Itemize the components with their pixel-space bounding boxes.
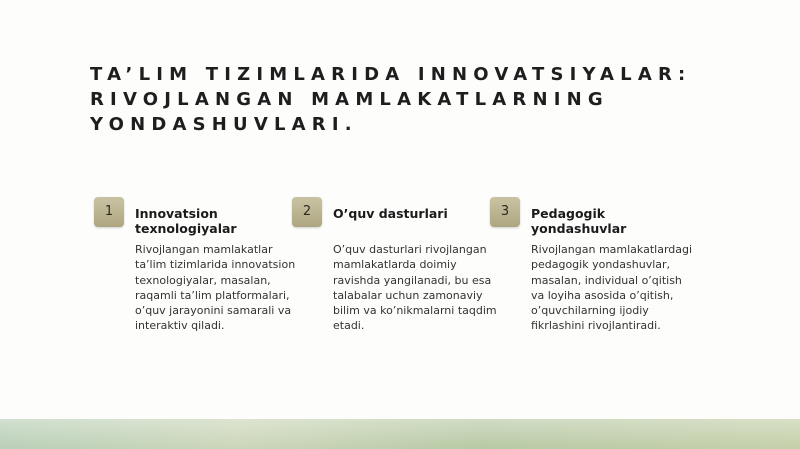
footer-decor-band (0, 419, 800, 449)
number-badge-3: 3 (490, 197, 520, 227)
column-title-1: Innovatsion texnologiyalar (135, 206, 237, 236)
column-text-2: O’quv dasturlari rivojlangan mamlakatlarda doimiy ravishda yangilanadi, bu esa talabalar uchun zamonaviy bilim va ko’nikmalarni taqdim etadi. (333, 243, 497, 333)
number-badge-1: 1 (94, 197, 124, 227)
slide-title: TA’LIM TIZIMLARIDA INNOVATSIYALAR: RIVOJLANGAN MAMLAKATLARNING YONDASHUVLARI. (90, 64, 692, 135)
column-title-3: Pedagogik yondashuvlar (531, 206, 627, 236)
column-text-1: Rivojlangan mamlakatlar ta’lim tizimlarida innovatsion texnologiyalar, masalan, raqamli ta’lim platformalari, o’quv jarayonini samarali va interaktiv qiladi. (135, 243, 296, 333)
number-badge-2: 2 (292, 197, 322, 227)
column-title-2: O’quv dasturlari (333, 206, 448, 221)
column-text-3: Rivojlangan mamlakatlardagi pedagogik yondashuvlar, masalan, individual o’qitish va loyiha asosida o’qitish, o’quvchilarning ijodiy fikrlashini rivojlantiradi. (531, 243, 693, 333)
